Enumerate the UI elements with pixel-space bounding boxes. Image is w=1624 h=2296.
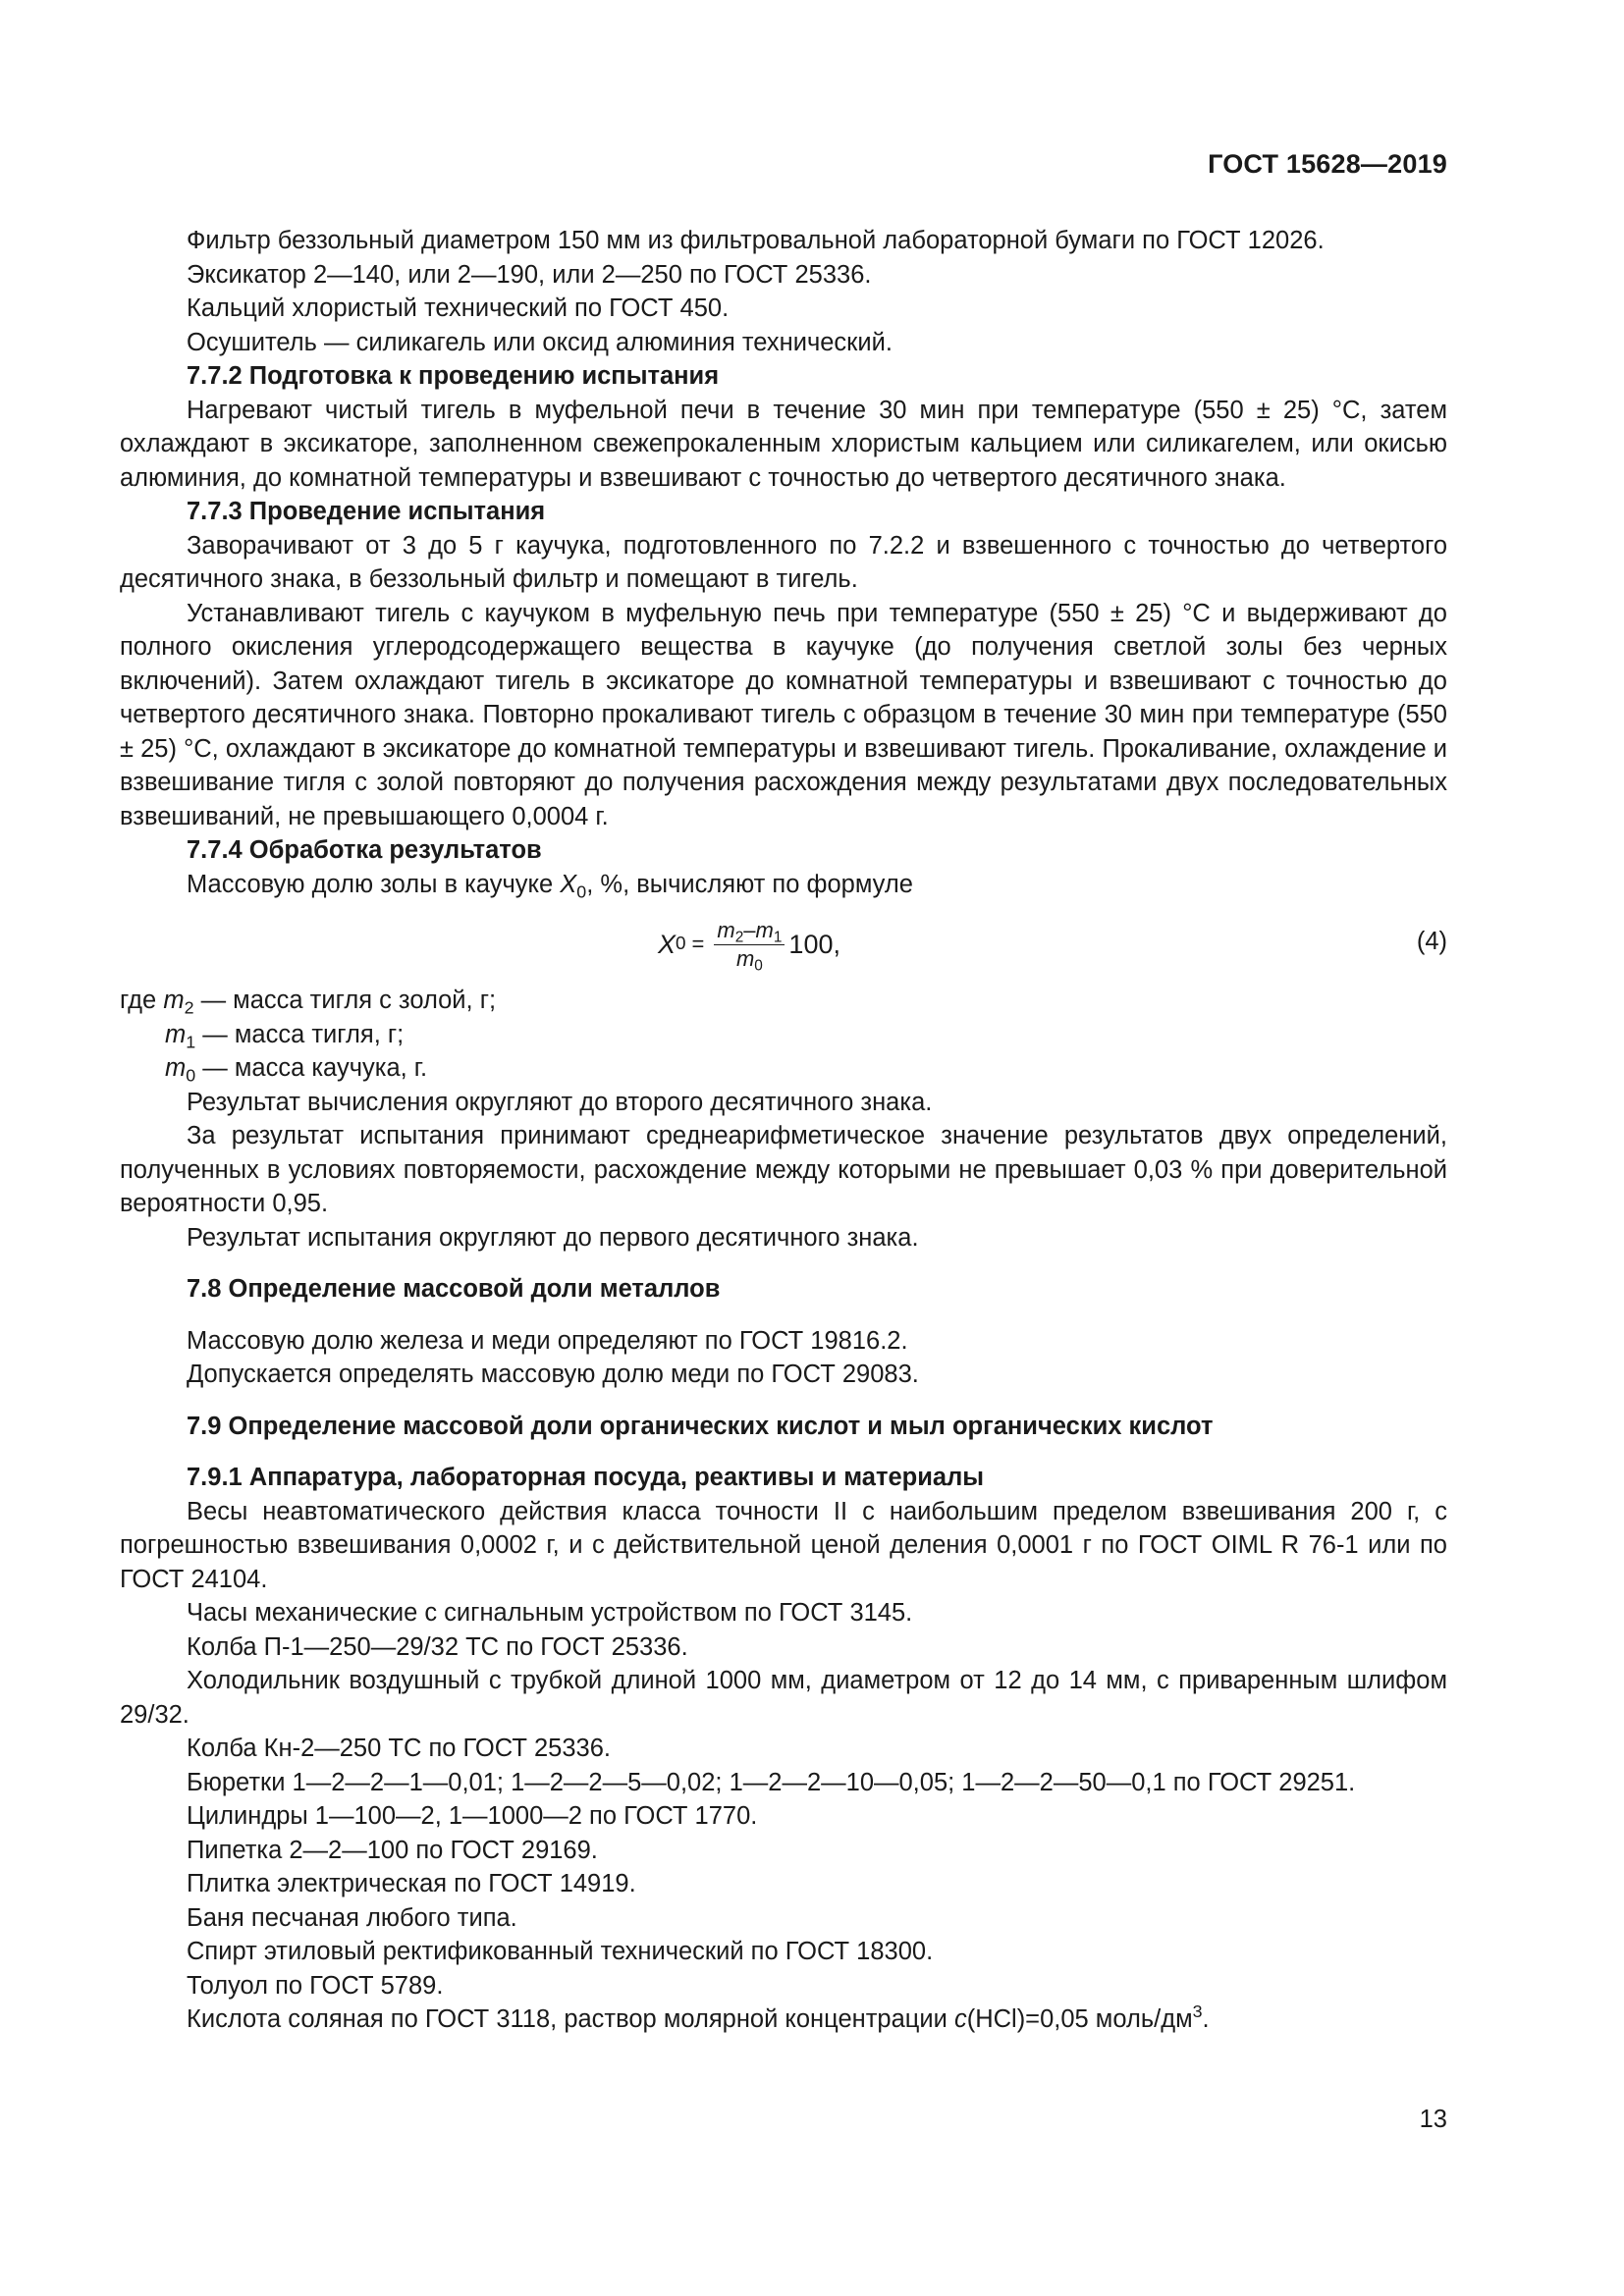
- formula-lhs: X: [658, 929, 677, 959]
- where-line: [120, 984, 1447, 1018]
- section-heading-7-9-1: 7.9.1 Аппаратура, лабораторная посуда, реактивы и материалы: [187, 1464, 985, 1491]
- paragraph: Цилиндры 1—100—2, 1—1000—2 по ГОСТ 1770.: [187, 1802, 758, 1830]
- text: (HCl)=0,05 моль/дм: [966, 2005, 1193, 2033]
- variable: m: [163, 987, 185, 1014]
- subscript: 2: [184, 997, 194, 1018]
- variable: m: [165, 1020, 187, 1048]
- paragraph: Холодильник воздушный с трубкой длиной 1000 мм, диаметром от 12 до 14 мм, с приваренным шлифом 29/32.: [120, 1667, 1447, 1729]
- subscript: 1: [186, 1031, 196, 1051]
- paragraph: Колба Кн-2—250 ТС по ГОСТ 25336.: [187, 1735, 611, 1762]
- superscript: 3: [1192, 2002, 1203, 2022]
- paragraph: Бюретки 1—2—2—1—0,01; 1—2—2—5—0,02; 1—2—2—10—0,05; 1—2—2—50—0,1 по ГОСТ 29251.: [187, 1768, 1356, 1796]
- section-heading-7-7-4: 7.7.4 Обработка результатов: [187, 836, 542, 864]
- formula-expression: X 0 = $\frac{m_2-m_1}{m_0}$ 100,: [658, 917, 840, 975]
- paragraph: Кальций хлористый технический по ГОСТ 450.: [187, 294, 730, 322]
- paragraph: Плитка электрическая по ГОСТ 14919.: [187, 1870, 636, 1897]
- denominator: [733, 945, 766, 973]
- variable: c: [953, 2005, 967, 2033]
- formula-4: [120, 907, 1447, 982]
- fraction: [714, 917, 785, 973]
- text: — масса тигля, г;: [195, 1020, 405, 1048]
- paragraph: Массовую долю железа и меди определяют по ГОСТ 19816.2.: [187, 1326, 908, 1355]
- numerator: [714, 917, 785, 945]
- paragraph: Результат испытания округляют до первого десятичного знака.: [187, 1223, 919, 1252]
- subscript: 2: [734, 929, 744, 946]
- subscript: 0: [186, 1065, 196, 1086]
- paragraph: Спирт этиловый ректификованный технический по ГОСТ 18300.: [187, 1938, 934, 1965]
- subscript: 0: [754, 957, 763, 975]
- paragraph: Заворачивают от 3 до 5 г каучука, подготовленного по 7.2.2 и взвешенного с точностью до четвертого десятичного знака, в беззольный фильтр и помещают в тигель.: [120, 531, 1447, 593]
- variable: X: [560, 870, 577, 898]
- paragraph: [120, 868, 1447, 902]
- section-heading-7-9: 7.9 Определение массовой доли органических кислот и мыл органических кислот: [187, 1412, 1214, 1440]
- paragraph: Допускается определять массовую долю меди по ГОСТ 29083.: [187, 1361, 919, 1388]
- document-header: ГОСТ 15628—2019: [1208, 149, 1447, 179]
- text: Массовую долю золы в каучуке: [187, 870, 561, 898]
- subscript: 0: [576, 881, 587, 901]
- paragraph: Колба П-1—250—29/32 ТС по ГОСТ 25336.: [187, 1632, 688, 1661]
- paragraph: Осушитель — силикагель или оксид алюминия технический.: [187, 328, 893, 356]
- paragraph: Фильтр беззольный диаметром 150 мм из фильтровальной лабораторной бумаги по ГОСТ 12026.: [187, 227, 1325, 254]
- paragraph: [120, 2002, 1447, 2037]
- minus-sign: –: [743, 917, 756, 942]
- paragraph: Часы механические с сигнальным устройством по ГОСТ 3145.: [187, 1599, 913, 1627]
- text: Кислота соляная по ГОСТ 3118, раствор молярной концентрации: [187, 2005, 954, 2033]
- paragraph: Результат вычисления округляют до второго десятичного знака.: [187, 1088, 933, 1116]
- subscript: 1: [773, 929, 783, 946]
- paragraph: Пипетка 2—2—100 по ГОСТ 29169.: [187, 1836, 598, 1864]
- where-line: [120, 1018, 1447, 1052]
- text: — масса каучука, г.: [195, 1054, 428, 1082]
- text: , %, вычисляют по формуле: [586, 870, 913, 898]
- section-heading-7-7-2: 7.7.2 Подготовка к проведению испытания: [187, 362, 720, 390]
- paragraph: Нагревают чистый тигель в муфельной печи в течение 30 мин при температуре (550 ± 25) °С, затем охлаждают в эксикаторе, заполненном свежепрокаленным хлористым кальцием или силикагелем, или окисью алюминия, до комнатной температуры и взвешивают с точностью до четвертого десятичного знака.: [120, 396, 1447, 492]
- variable: m: [755, 917, 774, 942]
- section-heading-7-8: 7.8 Определение массовой доли металлов: [187, 1275, 721, 1303]
- formula-factor: 100,: [788, 929, 840, 959]
- paragraph: За результат испытания принимают среднеарифметическое значение результатов двух определений, полученных в условиях повторяемости, расхождение между которыми не превышает 0,03 % при доверительной вероятности 0,95.: [120, 1122, 1447, 1217]
- text: — масса тигля с золой, г;: [193, 987, 497, 1014]
- variable: m: [717, 917, 735, 942]
- paragraph: Устанавливают тигель с каучуком в муфельную печь при температуре (550 ± 25) °С и выдерживают до полного окисления углеродсодержащего вещества в каучуке (до получения светлой золы без черных включений). Затем охлаждают тигель в эксикаторе до комнатной температуры и взвешивают с точностью до четвертого десятичного знака. Повторно прокаливают тигель с образцом в течение 30 мин при температуре (550 ± 25) °С, охлаждают в эксикаторе до комнатной температуры и взвешивают тигель. Прокаливание, охлаждение и взвешивание тигля с золой повторяют до получения расхождения между результатами двух последовательных взвешиваний, не превышающего 0,0004 г.: [120, 599, 1447, 830]
- section-heading-7-7-3: 7.7.3 Проведение испытания: [187, 498, 546, 525]
- paragraph: Толуол по ГОСТ 5789.: [187, 1971, 444, 2000]
- text: .: [1202, 2005, 1210, 2033]
- text: где: [120, 987, 164, 1014]
- page-number: 13: [1419, 2106, 1447, 2133]
- paragraph: Весы неавтоматического действия класса точности II с наибольшим пределом взвешивания 200 г, с погрешностью взвешивания 0,0002 г, и с действительной ценой деления 0,0001 г по ГОСТ OIML R 76-1 или по ГОСТ 24104.: [120, 1497, 1447, 1593]
- variable: m: [735, 945, 755, 971]
- variable: m: [165, 1054, 187, 1082]
- paragraph: Эксикатор 2—140, или 2—190, или 2—250 по ГОСТ 25336.: [187, 260, 872, 289]
- equation-number: (4): [1416, 928, 1447, 955]
- paragraph: Баня песчаная любого типа.: [187, 1903, 517, 1932]
- where-line: [120, 1051, 1447, 1086]
- page-content: [120, 224, 1447, 2037]
- equals-sign: =: [691, 931, 705, 956]
